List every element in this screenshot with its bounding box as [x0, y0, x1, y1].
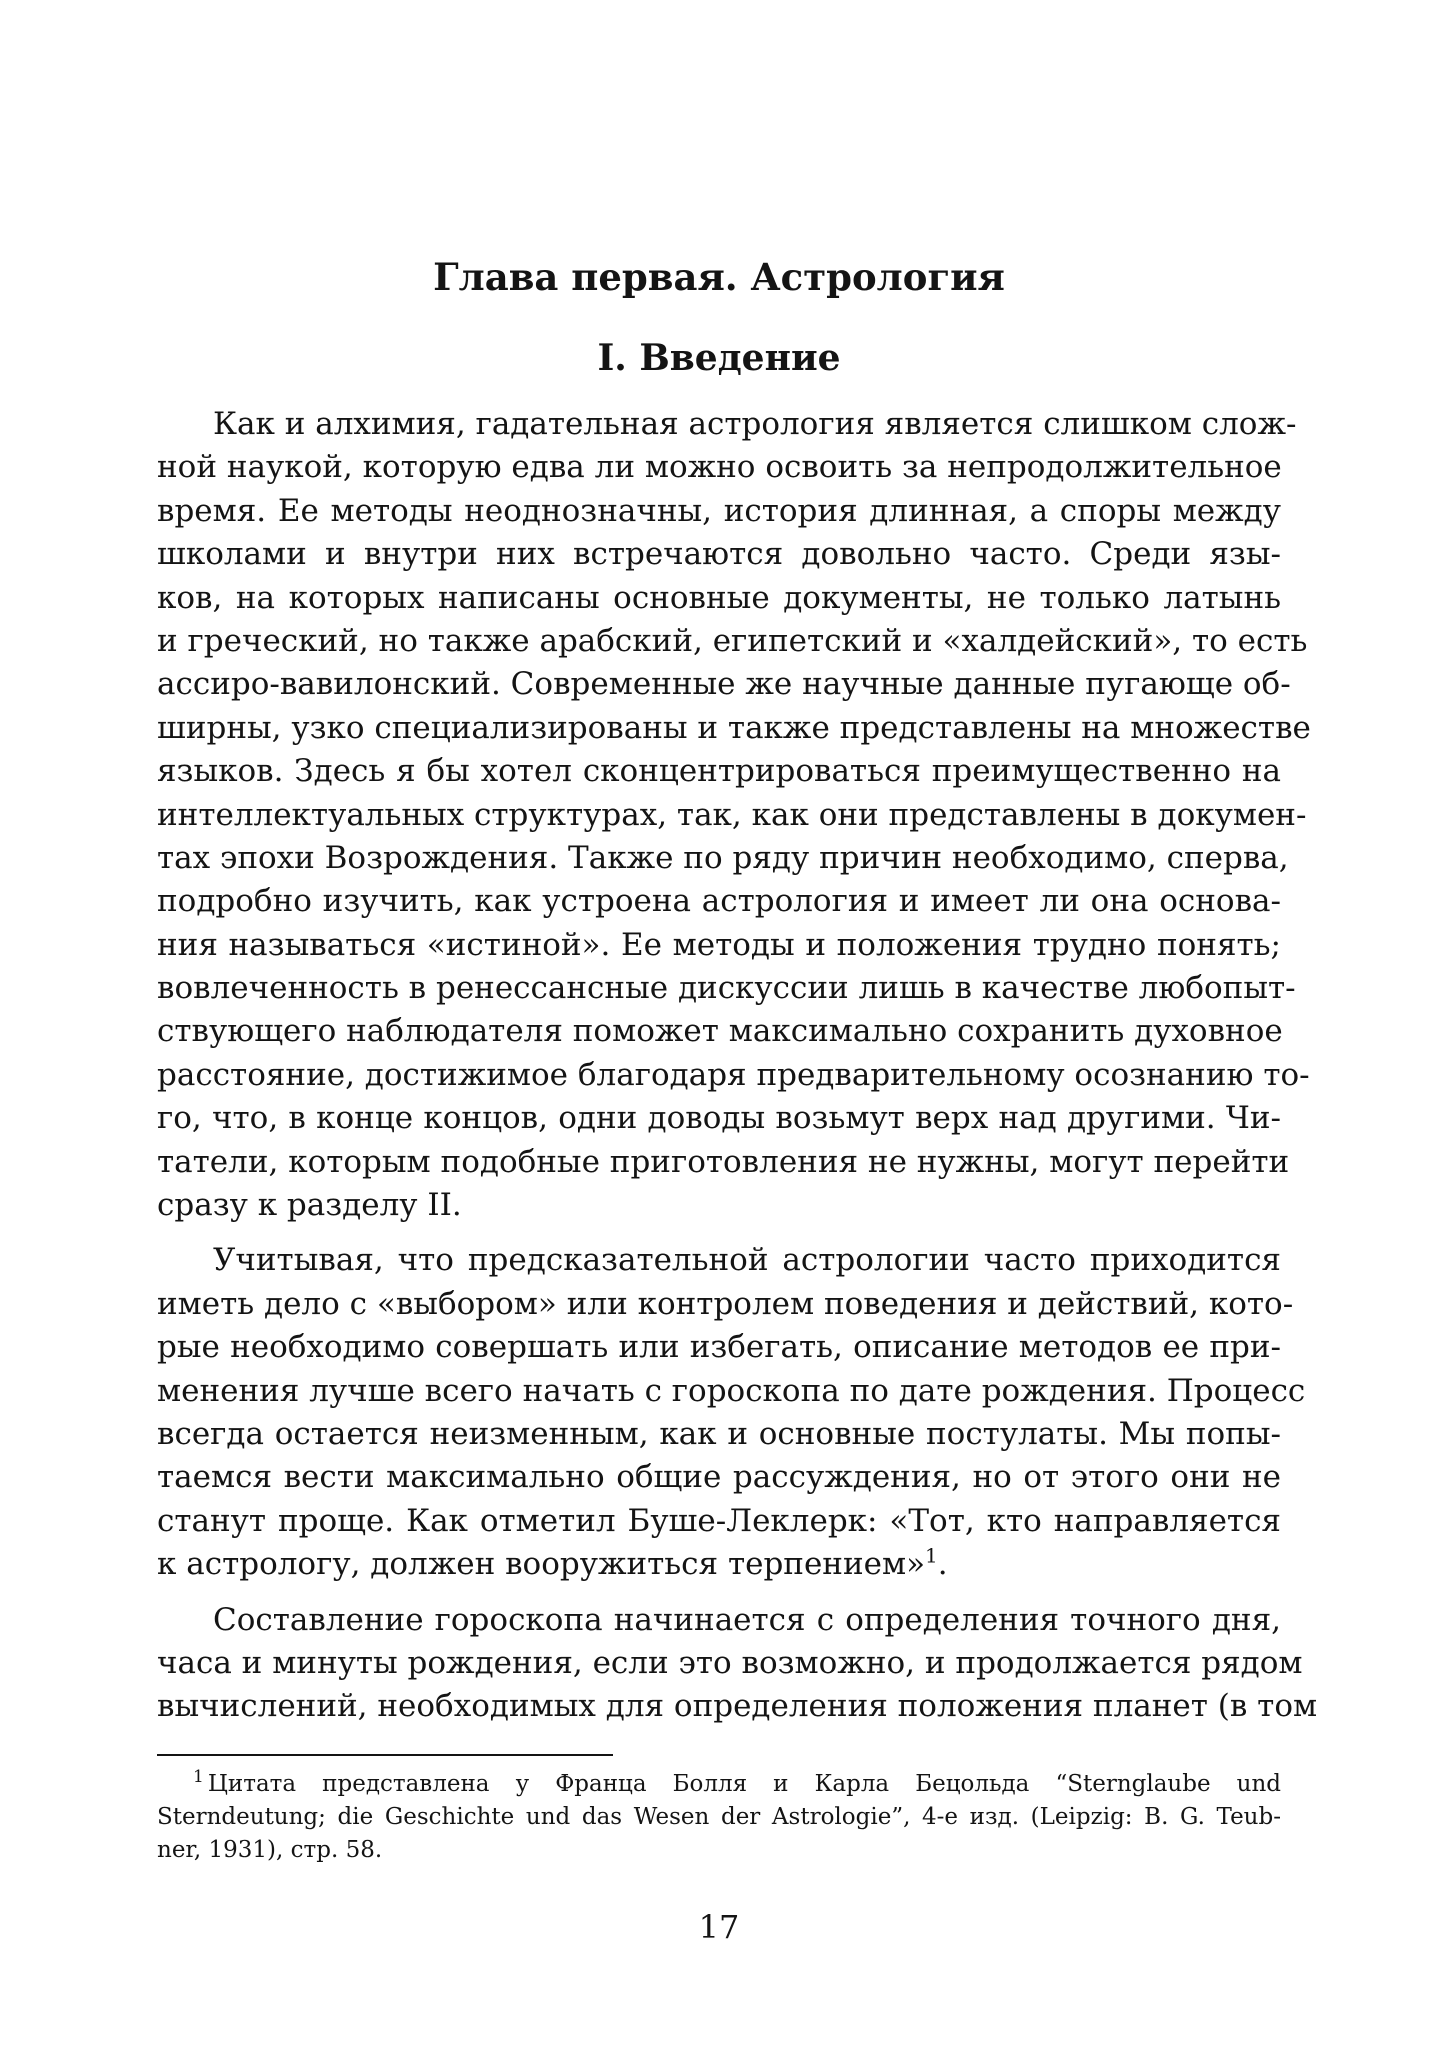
- text-line: рые необходимо совершать или избегать, описание методов ее при-: [157, 1329, 1281, 1366]
- text-line: вовлеченность в ренессансные дискуссии лишь в качестве любопыт-: [157, 970, 1296, 1007]
- text-line: Как и алхимия, гадательная астрология является слишком слож-: [213, 406, 1297, 442]
- paragraph-3: [157, 1599, 1318, 1729]
- text-line: школами и внутри них встречаются довольно часто. Среди язы-: [157, 536, 1281, 573]
- text-line: расстояние, достижимое благодаря предварительному осознанию то-: [157, 1056, 1310, 1093]
- text-line-end: .: [937, 1546, 948, 1583]
- text-line: языков. Здесь я бы хотел сконцентрироваться преимущественно на: [157, 753, 1281, 790]
- text-line: и греческий, но также арабский, египетский и «халдейский», то есть: [157, 622, 1308, 659]
- paragraph-2: [157, 1239, 1306, 1586]
- text-line: го, что, в конце концов, одни доводы возьмут верх над другими. Чи-: [157, 1100, 1281, 1137]
- text-line: всегда остается неизменным, как и основные постулаты. Мы попы-: [157, 1415, 1281, 1452]
- footnote-line-text: Цитата представлена у Франца Болля и Карла Бецольда “Sternglaube und: [207, 1771, 1281, 1797]
- text-line: интеллектуальных структурах, так, как они представлены в докумен-: [157, 796, 1307, 833]
- footnote-marker: 1: [193, 1767, 204, 1788]
- section-title: I. Введение: [597, 337, 841, 379]
- text-line-content: к астрологу, должен вооружиться терпением»: [157, 1546, 926, 1583]
- footnote-line: ner, 1931), стр. 58.: [157, 1837, 383, 1863]
- text-line: таемся вести максимально общие рассуждения, но от этого они не: [157, 1459, 1281, 1496]
- text-line: ширны, узко специализированы и также представлены на множестве: [157, 709, 1311, 746]
- text-line: ков, на которых написаны основные документы, не только латынь: [157, 579, 1281, 616]
- footnote-divider: [157, 1754, 613, 1756]
- text-line: подробно изучить, как устроена астрология и имеет ли она основа-: [157, 883, 1281, 920]
- text-line: станут проще. Как отметил Буше-Леклерк: «Тот, кто направляется: [157, 1502, 1281, 1539]
- text-line: сразу к разделу II.: [157, 1187, 462, 1224]
- text-line: иметь дело с «выбором» или контролем поведения и действий, кото-: [157, 1285, 1294, 1322]
- text-line: тах эпохи Возрождения. Также по ряду причин необходимо, сперва,: [157, 839, 1289, 876]
- text-line: Составление гороскопа начинается с определения точного дня,: [213, 1601, 1281, 1638]
- footnote-line: Sterndeutung; die Geschichte und das Wesen der Astrologie”, 4-е изд. (Leipzig: B. G. Teub-: [157, 1804, 1281, 1830]
- footnote: [157, 1768, 1281, 1867]
- text-line: вычислений, необходимых для определения положения планет (в том: [157, 1688, 1318, 1725]
- text-line: часа и минуты рождения, если это возможно, и продолжается рядом: [157, 1644, 1303, 1681]
- body-text: [157, 403, 1318, 1729]
- footnote-line: [157, 1768, 1281, 1801]
- text-line: время. Ее методы неоднозначны, история длинная, а споры между: [157, 492, 1281, 529]
- chapter-title: Глава первая. Астрология: [433, 255, 1005, 299]
- text-line: менения лучше всего начать с гороскопа по дате рождения. Процесс: [157, 1372, 1306, 1409]
- page-number: 17: [698, 1908, 740, 1946]
- text-line: [157, 1543, 1281, 1586]
- footnote-reference[interactable]: 1: [925, 1543, 938, 1568]
- text-line: Учитывая, что предсказательной астрологии часто приходится: [213, 1242, 1281, 1279]
- paragraph-1: [157, 403, 1311, 1227]
- text-line: ассиро-вавилонский. Современные же научные данные пугающе об-: [157, 666, 1291, 703]
- text-line: ной наукой, которую едва ли можно освоить за непродолжительное: [157, 449, 1282, 486]
- text-line: татели, которым подобные приготовления не нужны, могут перейти: [157, 1143, 1290, 1180]
- text-line: ния называться «истиной». Ее методы и положения трудно понять;: [157, 926, 1281, 963]
- text-line: ствующего наблюдателя поможет максимально сохранить духовное: [157, 1013, 1283, 1050]
